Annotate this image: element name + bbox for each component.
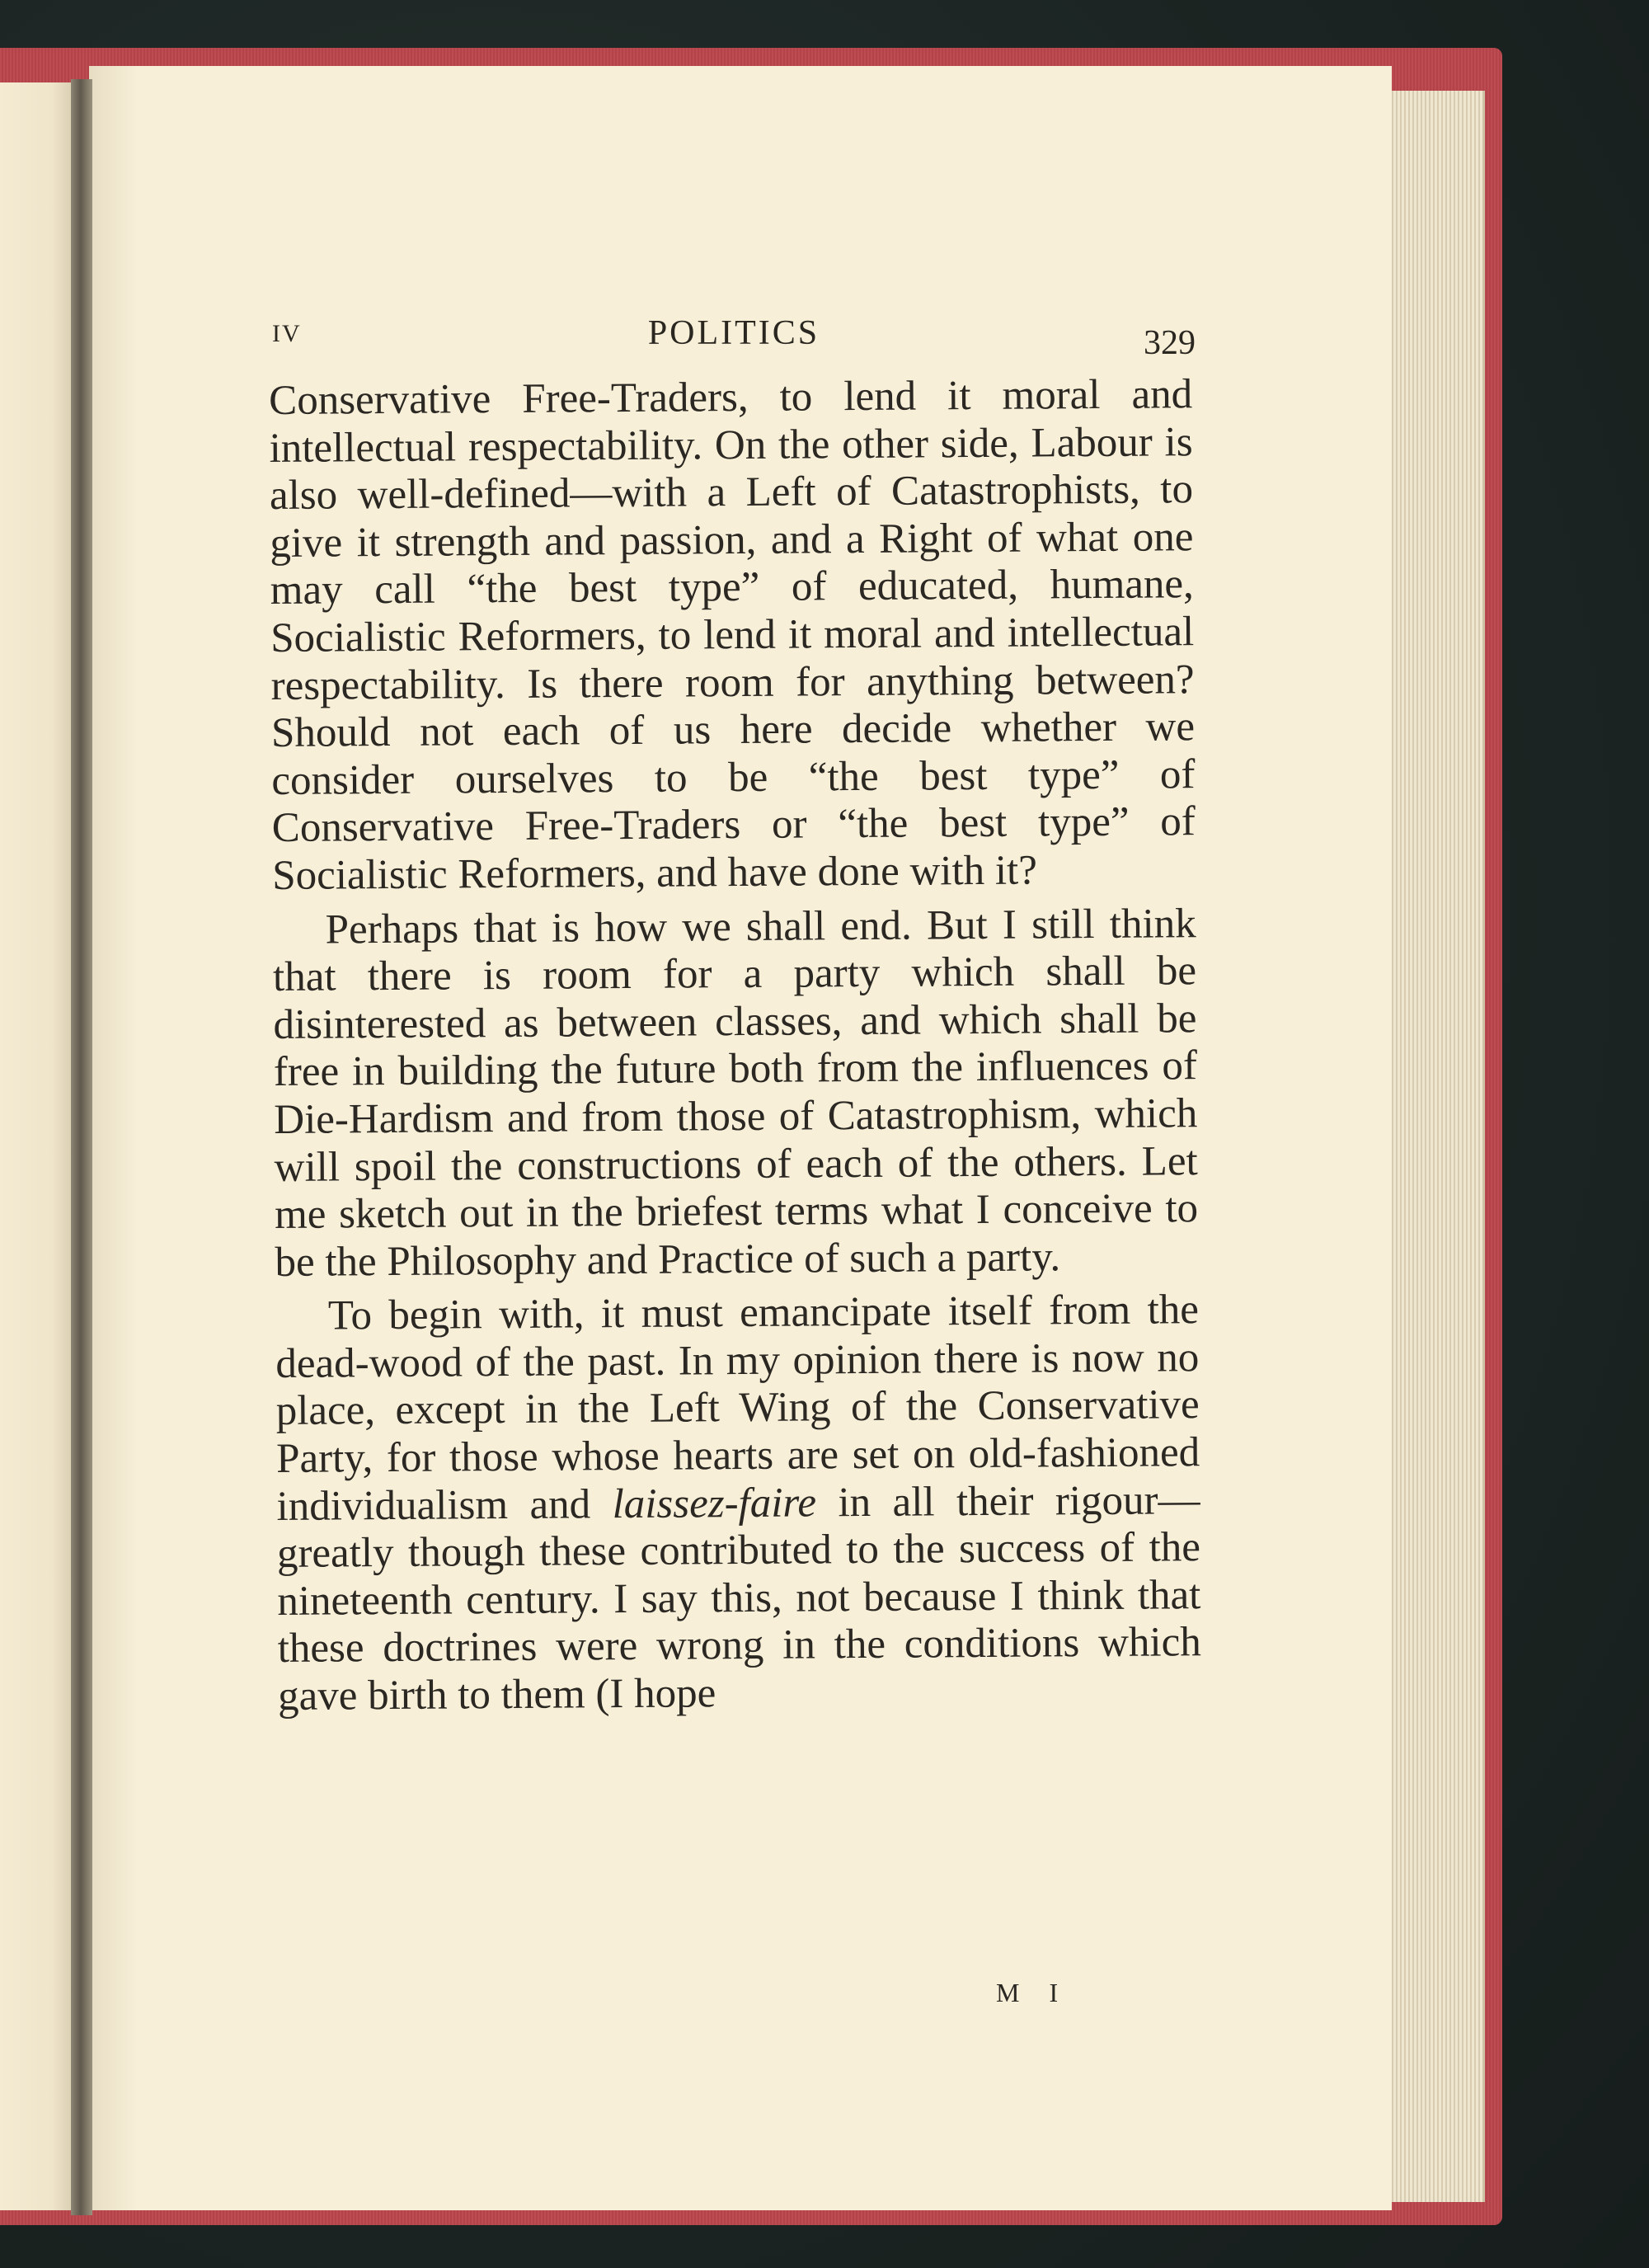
paragraph-3-text-a: To begin with, it must emancipate itself from the dead-wood of the past. In my opinion there is now no place, except in the Left Wing of the Conservative Party, for those whose hearts are set on old-fashioned individualism and <box>275 1287 1200 1530</box>
left-facing-page <box>0 82 74 2210</box>
book-page <box>89 66 1392 2210</box>
italic-phrase: laissez-faire <box>612 1480 817 1527</box>
body-text <box>269 371 1201 1720</box>
running-title: POLITICS <box>647 314 820 352</box>
signature-mark: M I <box>996 1978 1070 2007</box>
paragraph-1: Conservative Free-Traders, to lend it moral and intellectual respectability. On the other side, Labour is also well-defined—with a Left of Catastrophists, to give it strength and passion, and a Right of what one may call “the best type” of educated, humane, Socialistic Reformers, to lend it moral and intellectual respectability. Is there room for anything between? Should not each of us here decide whether we consider ourselves to be “the best type” of Conservative Free-Traders or “the best type” of Socialistic Reformers, and have done with it? <box>269 371 1196 899</box>
paragraph-3-text-b: in all their rigour—greatly though these contributed to the success of the nineteenth century. I say this, not because I think that these doctrines were wrong in the conditions which gave birth to them (I hope <box>276 1476 1201 1720</box>
paragraph-2: Perhaps that is how we shall end. But I still think that there is room for a party which shall be disinterested as between classes, and which shall be free in building the future both from the influences of Die-Hardism and from those of Catastrophism, which will spoil the constructions of each of the others. Let me sketch out in the briefest terms what I conceive to be the Philosophy and Practice of such a party. <box>272 900 1199 1286</box>
book-gutter <box>71 79 92 2215</box>
chapter-number: IV <box>272 320 302 347</box>
page-number: 329 <box>1144 324 1196 362</box>
paragraph-3 <box>275 1287 1202 1720</box>
running-header <box>272 313 1196 363</box>
